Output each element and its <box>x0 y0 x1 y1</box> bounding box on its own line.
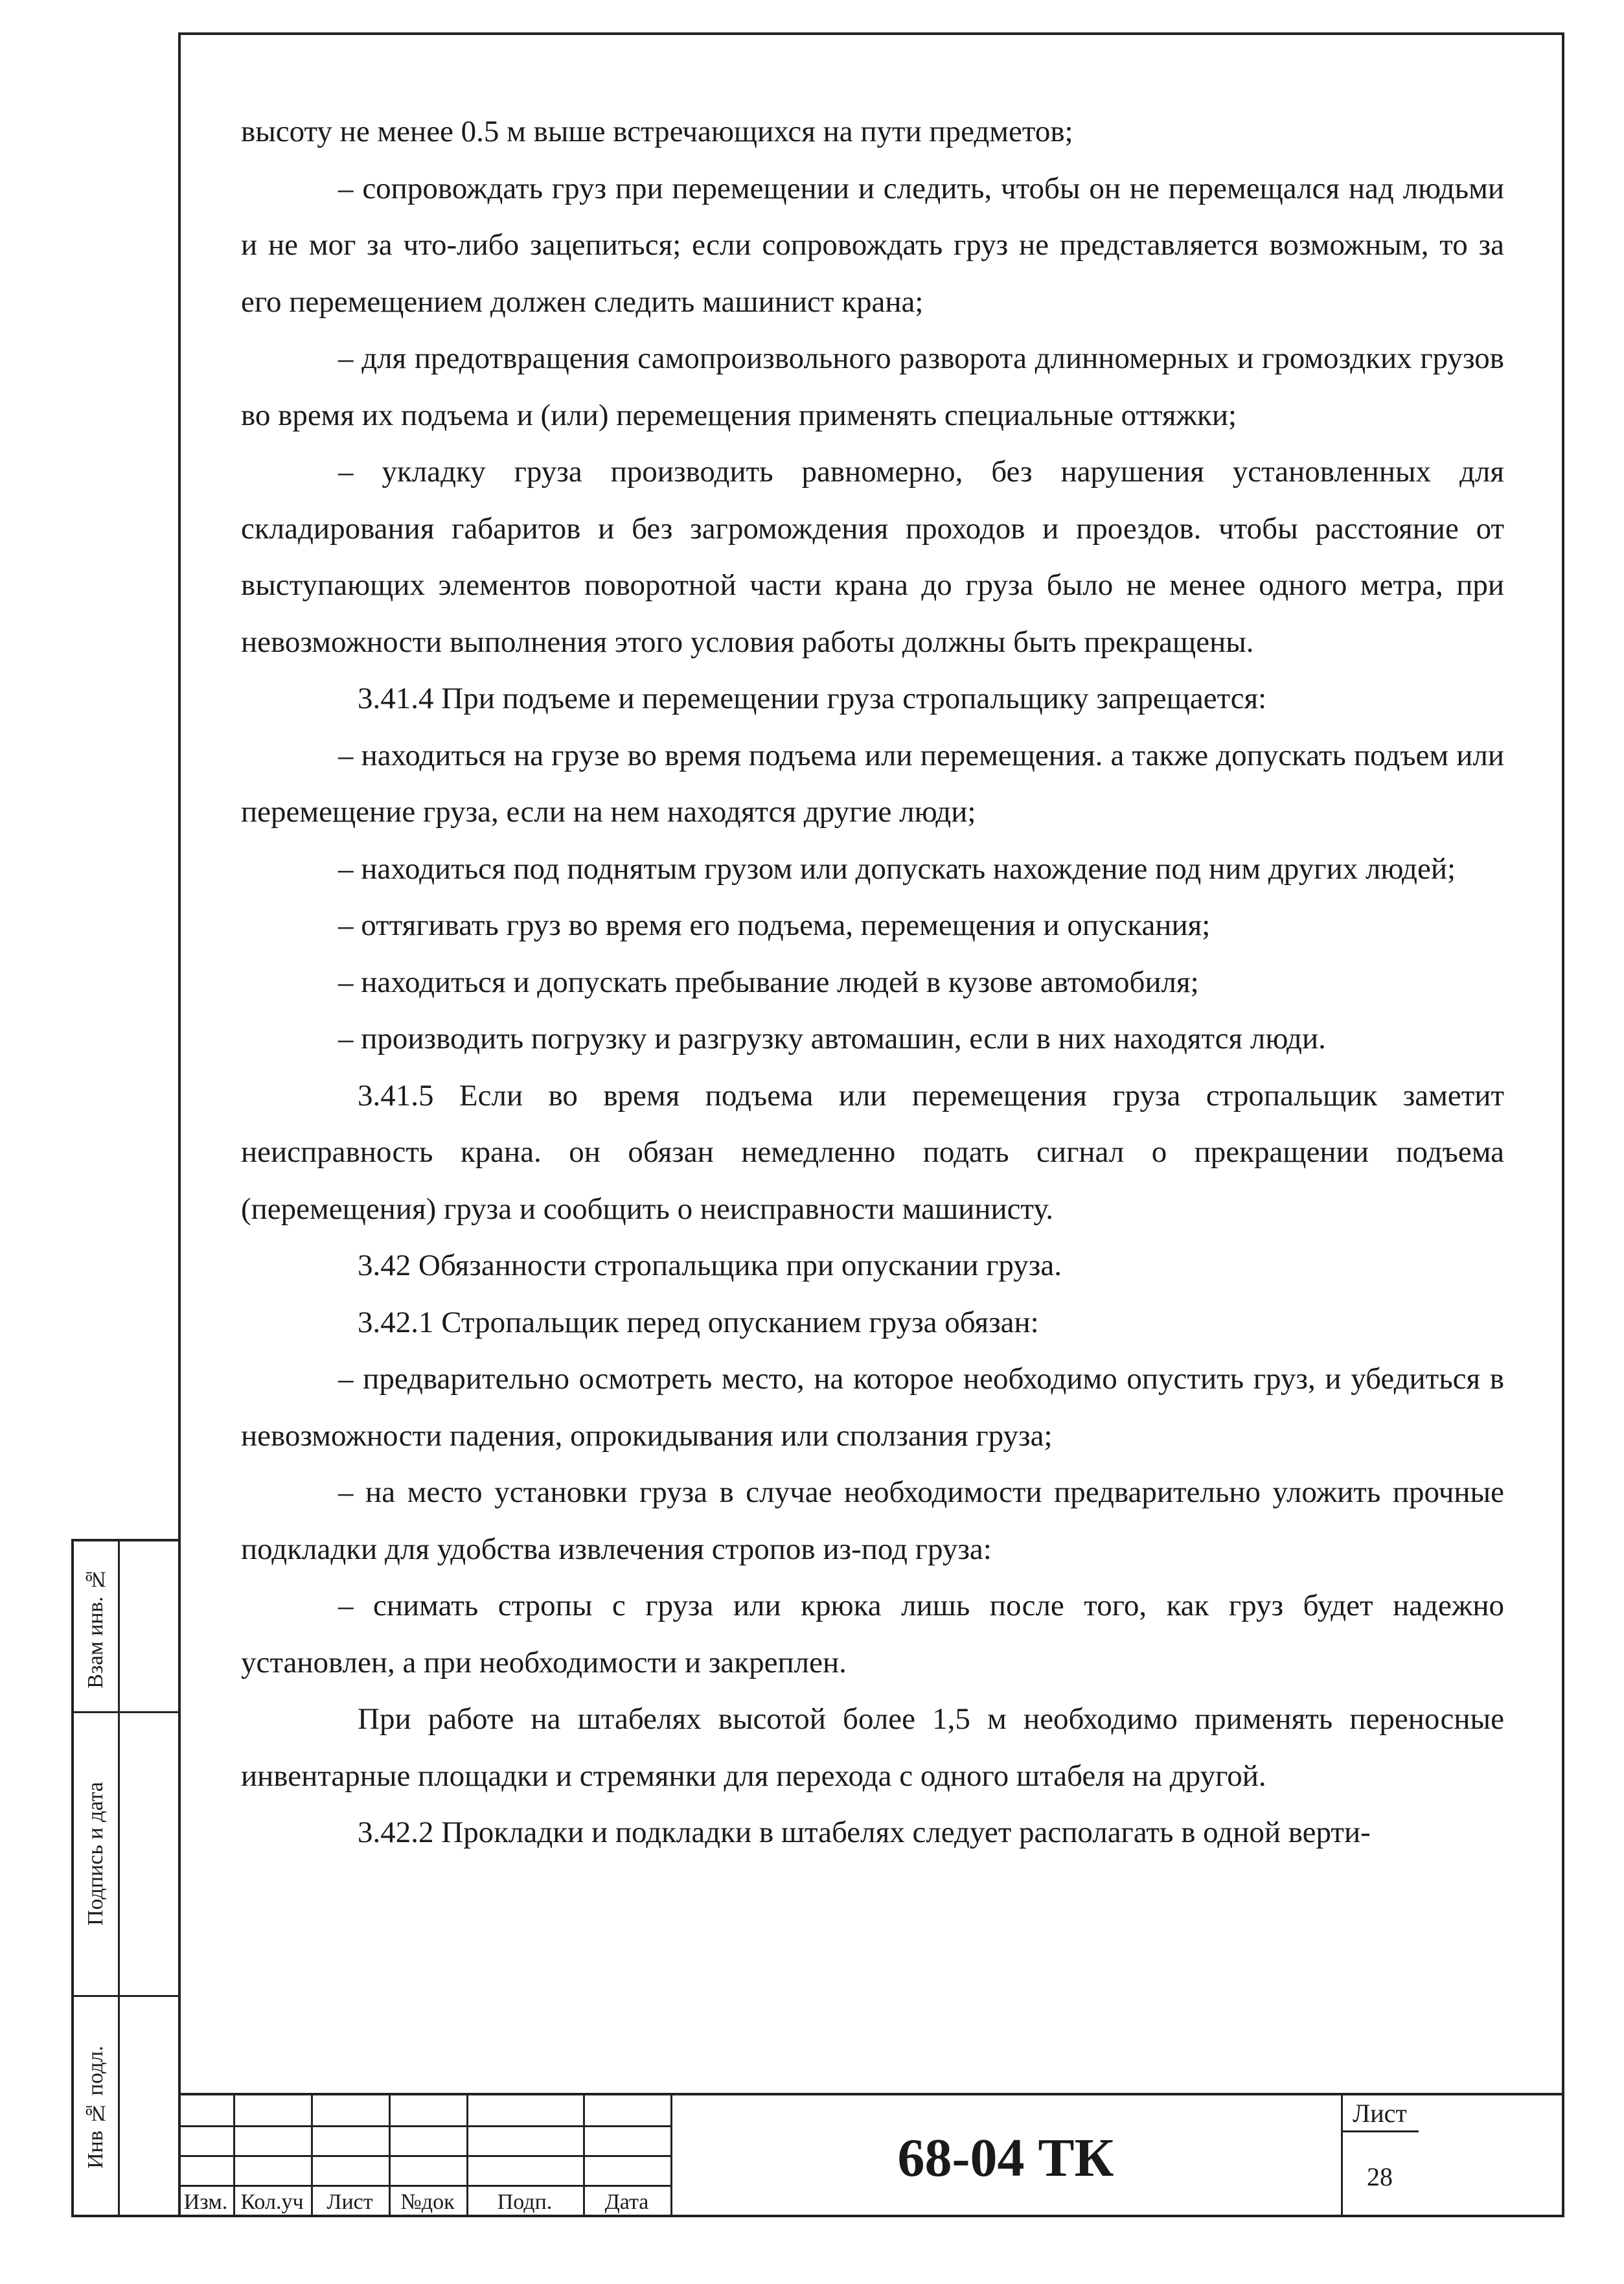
clause-3-41-4: 3.41.4 При подъеме и перемещении груза стропальщику запрещается: <box>358 682 1267 715</box>
clause-3-41-5: 3.41.5 Если во время подъема или перемещения груза стропальщик заметит неисправность крана. он обязан немедленно подать сигнал о прекращении подъема (перемещения) груза и сообщить о неисправности машинисту. <box>241 1078 1504 1226</box>
paragraph-stacks: При работе на штабелях высотой более 1,5 м необходимо применять переносные инвентарные площадки и стремянки для перехода с одного штабеля на другой. <box>241 1702 1504 1793</box>
inv-podl-label: Инв № подл. <box>84 2046 108 2169</box>
bullet-loading: – производить погрузку и разгрузку автомашин, если в них находятся люди. <box>338 1022 1326 1055</box>
title-block <box>178 2093 1564 2217</box>
tb-header-data: Дата <box>604 2190 649 2214</box>
bullet-under-cargo: – находиться под поднятым грузом или допускать нахождение под ним других людей; <box>338 851 1456 886</box>
bullet-on-cargo: – находиться на грузе во время подъема или перемещения. а также допускать подъем или перемещение груза, если на нем находятся другие люди; <box>241 738 1504 829</box>
paragraph-0: высоту не менее 0.5 м выше встречающихся на пути предметов; <box>241 115 1073 148</box>
clause-3-42: 3.42 Обязанности стропальщика при опускании груза. <box>358 1249 1062 1282</box>
clause-3-42-2: 3.42.2 Прокладки и подкладки в штабелях следует располагать в одной верти- <box>358 1816 1371 1849</box>
side-divider <box>118 1541 120 2215</box>
bullet-pads: – на место установки груза в случае необходимости предварительно уложить прочные подкладки для удобства извлечения стропов из-под груза: <box>241 1475 1504 1566</box>
podpis-data-label: Подпись и дата <box>84 1782 108 1926</box>
sheet-label: Лист <box>1353 2098 1407 2128</box>
tb-grid-line <box>178 2155 670 2157</box>
bullet-remove-slings: – снимать стропы с груза или крюка лишь после того, как груз будет надежно установлен, а при необходимости и закреплен. <box>241 1589 1504 1679</box>
bullet-guy-ropes: – для предотвращения самопроизвольного разворота длинномерных и громоздких грузов во время их подъема и (или) перемещения применять специальные оттяжки; <box>241 341 1504 432</box>
bullet-pull-cargo: – оттягивать груз во время его подъема, перемещения и опускания; <box>338 908 1211 942</box>
document-code: 68-04 ТК <box>897 2127 1114 2188</box>
document-body <box>241 104 1504 1862</box>
vzam-inv-label: Взам инв. № <box>84 1567 108 1689</box>
tb-grid-line <box>178 2125 670 2127</box>
tb-header-kolvo: Кол.уч <box>240 2190 304 2214</box>
clause-3-42-1: 3.42.1 Стропальщик перед опусканием груза обязан: <box>358 1305 1039 1339</box>
bullet-inspect-place: – предварительно осмотреть место, на которое необходимо опустить груз, и убедиться в невозможности падения, опрокидывания или сползания груза; <box>241 1362 1504 1453</box>
bullet-escort-cargo: – сопровождать груз при перемещении и следить, чтобы он не перемещался над людьми и не мог за что-либо зацепиться; если сопровождать груз не представляется возможным, то за его перемещением должен следить машинист крана; <box>241 171 1504 319</box>
side-stamp <box>71 1539 181 2217</box>
tb-header-izm: Изм. <box>183 2190 228 2214</box>
tb-header-list: Лист <box>326 2190 373 2214</box>
tb-grid-line <box>1341 2130 1419 2132</box>
tb-header-ndok: №док <box>400 2190 455 2214</box>
bullet-truck-body: – находиться и допускать пребывание людей в кузове автомобиля; <box>338 965 1199 999</box>
sheet-number: 28 <box>1367 2162 1393 2191</box>
tb-header-podp: Подп. <box>497 2190 553 2214</box>
side-row-line <box>74 1995 181 1997</box>
side-row-line <box>74 1711 181 1713</box>
bullet-stacking: – укладку груза производить равномерно, без нарушения установленных для складирования габаритов и без загромождения проходов и проездов. чтобы расстояние от выступающих элементов поворотной части крана до груза было не менее одного метра, при невозможности выполнения этого условия работы должны быть прекращены. <box>241 455 1504 659</box>
